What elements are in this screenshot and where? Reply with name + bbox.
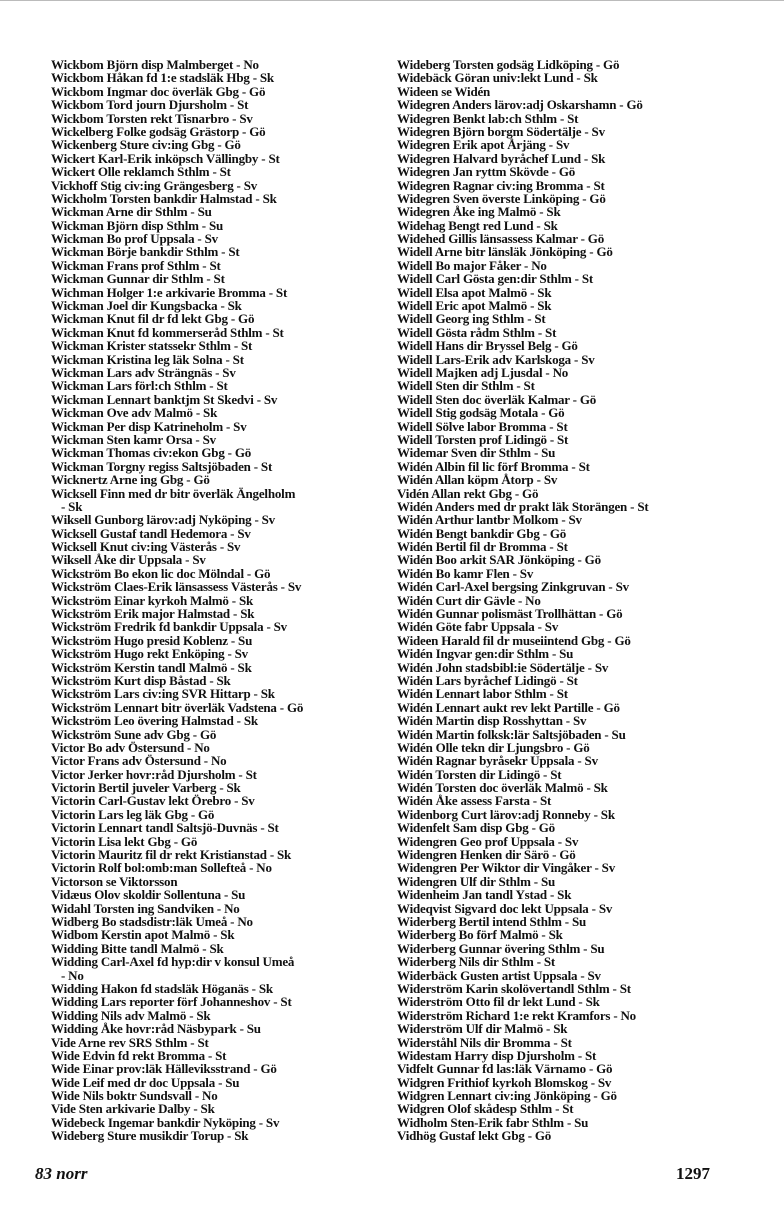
directory-entry: Widerberg Gunnar övering Sthlm - Su (397, 940, 605, 956)
directory-entry: Victor Bo adv Östersund - No (51, 739, 210, 755)
directory-entry: Widell Elsa apot Malmö - Sk (397, 284, 552, 300)
directory-entry: Widén Lennart labor Sthlm - St (397, 686, 568, 702)
directory-entry: Widell Sten dir Sthlm - St (397, 378, 535, 394)
directory-entry: Victorin Bertil juveler Varberg - Sk (51, 780, 241, 796)
directory-entry: Widding Hakon fd stadsläk Höganäs - Sk (51, 980, 273, 996)
directory-entry: Widell Arne bitr länsläk Jönköping - Gö (397, 244, 613, 260)
directory-entry: Widén Allan köpm Åtorp - Sv (397, 472, 558, 488)
directory-entry: Vide Sten arkivarie Dalby - Sk (51, 1101, 215, 1117)
directory-entry: Victorin Lisa lekt Gbg - Gö (51, 833, 198, 849)
directory-entry: Widegren Åke ing Malmö - Sk (397, 204, 561, 220)
directory-entry: Widén Ingvar gen:dir Sthlm - Su (397, 646, 574, 662)
directory-entry: - No (61, 967, 84, 983)
directory-entry: Widerberg Bo förf Malmö - Sk (397, 927, 563, 943)
directory-entry: Wickström Kurt disp Båstad - Sk (51, 672, 231, 688)
directory-entry: Widén Bertil fil dr Bromma - St (397, 539, 568, 555)
directory-entry: Wideberg Sture musikdir Torup - Sk (51, 1128, 249, 1144)
directory-entry: Wideberg Torsten godsäg Lidköping - Gö (397, 57, 620, 72)
directory-entry: Vidæus Olov skoldir Sollentuna - Su (51, 887, 246, 903)
directory-entry: Widén Arthur lantbr Molkom - Sv (397, 512, 582, 528)
directory-entry: Victorin Carl-Gustav lekt Örebro - Sv (51, 793, 255, 809)
directory-entry: Wickman Björn disp Sthlm - Su (51, 217, 224, 233)
directory-entry: Widegren Björn borgm Södertälje - Sv (397, 123, 605, 139)
directory-entry: Widgren Frithiof kyrkoh Blomskog - Sv (397, 1074, 612, 1090)
directory-entry: Wickman Knut fd kommerseråd Sthlm - St (51, 324, 284, 340)
directory-entry: Wideen Harald fil dr museiintend Gbg - Gö (397, 632, 631, 648)
scan-edge-divider (0, 0, 784, 1)
directory-entry: Widén Gunnar polismäst Trollhättan - Gö (397, 606, 623, 622)
directory-entry: Wickman Lars adv Strängnäs - Sv (51, 364, 236, 380)
directory-entry: Vide Arne rev SRS Sthlm - St (51, 1034, 209, 1050)
directory-entry: Wickert Karl-Erik inköpsch Vällingby - St (51, 150, 280, 166)
directory-entry: Wickström Lars civ:ing SVR Hittarp - Sk (51, 686, 275, 702)
directory-entry: Wiksell Gunborg lärov:adj Nyköping - Sv (51, 512, 275, 528)
directory-entry: Widegren Halvard byråchef Lund - Sk (397, 150, 606, 166)
directory-entry: Wickbom Torsten rekt Tisnarbro - Sv (51, 110, 253, 126)
directory-entry: Widenheim Jan tandl Ystad - Sk (397, 887, 572, 903)
directory-entry: Widding Åke hovr:råd Näsbypark - Su (51, 1021, 261, 1037)
directory-entry: Widehag Bengt red Lund - Sk (397, 217, 558, 233)
directory-entry: Vidfelt Gunnar fd las:läk Värnamo - Gö (397, 1061, 613, 1077)
directory-entry: Wickman Torgny regiss Saltsjöbaden - St (51, 458, 273, 474)
directory-entry: Wickman Arne dir Sthlm - Su (51, 204, 212, 220)
directory-entry: Wickström Erik major Halmstad - Sk (51, 606, 255, 622)
directory-entry: Widell Hans dir Bryssel Belg - Gö (397, 338, 578, 354)
directory-entry: Widegren Sven överste Linköping - Gö (397, 190, 606, 206)
directory-entry: Wickström Einar kyrkoh Malmö - Sk (51, 592, 254, 608)
directory-entry: Widén Ragnar byråsekr Uppsala - Sv (397, 753, 598, 769)
directory-entry: Vickhoff Stig civ:ing Grängesberg - Sv (51, 177, 258, 193)
directory-entry: Widell Gösta rådm Sthlm - St (397, 324, 557, 340)
directory-entry: Wicksell Finn med dr bitr överläk Ängelholm (51, 485, 296, 501)
directory-entry: Widerståhl Nils dir Bromma - St (397, 1034, 572, 1050)
directory-entry: Widding Carl-Axel fd hyp:dir v konsul Umeå (51, 954, 295, 970)
directory-entry: Widgren Lennart civ:ing Jönköping - Gö (397, 1088, 617, 1104)
directory-entry: Widén Lennart aukt rev lekt Partille - Gö (397, 699, 620, 715)
directory-entry: Wickström Hugo presid Koblenz - Su (51, 632, 253, 648)
directory-entry: Widén Lars byråchef Lidingö - St (397, 672, 578, 688)
directory-entry: Widén Albin fil lic förf Bromma - St (397, 458, 590, 474)
directory-entry: Wickman Bo prof Uppsala - Sv (51, 231, 218, 247)
directory-entry: Wide Einar prov:läk Hälleviksstrand - Gö (51, 1061, 277, 1077)
directory-entry: Widén Göte fabr Uppsala - Sv (397, 619, 559, 635)
directory-entry: Widberg Bo stadsdistr:läk Umeå - No (51, 914, 253, 929)
directory-entry: Widerström Karin skolövertandl Sthlm - St (397, 980, 631, 996)
directory-entry: Widén Bo kamr Flen - Sv (397, 565, 534, 581)
directory-entry: Wickström Bo ekon lic doc Mölndal - Gö (51, 565, 271, 581)
directory-entry: Wide Leif med dr doc Uppsala - Su (51, 1074, 240, 1090)
directory-entry: Widell Stig godsäg Motala - Gö (397, 405, 565, 421)
directory-entry: Widell Bo major Fåker - No (397, 257, 547, 273)
directory-entry: Wickström Sune adv Gbg - Gö (51, 726, 217, 742)
directory-entry: Wickenberg Sture civ:ing Gbg - Gö (51, 137, 241, 153)
directory-entry: Widell Georg ing Sthlm - St (397, 311, 546, 327)
directory-entry: Wickman Knut fil dr fd lekt Gbg - Gö (51, 311, 255, 327)
directory-entry: Victor Jerker hovr:råd Djursholm - St (51, 766, 257, 782)
directory-entry: Wickström Fredrik fd bankdir Uppsala - Sv (51, 619, 287, 635)
directory-entry: Widegren Erik apot Årjäng - Sv (397, 137, 570, 153)
directory-entry: Widahl Torsten ing Sandviken - No (51, 900, 240, 916)
directory-entry: Wicksell Gustaf tandl Hedemora - Sv (51, 525, 251, 541)
directory-entry: Widell Sölve labor Bromma - St (397, 418, 568, 434)
directory-entry: Widerberg Nils dir Sthlm - St (397, 954, 556, 970)
directory-entry: Widholm Sten-Erik fabr Sthlm - Su (397, 1114, 589, 1130)
directory-entry: Widell Carl Gösta gen:dir Sthlm - St (397, 271, 593, 287)
right-column (397, 58, 747, 1143)
directory-entry: Widén Åke assess Farsta - St (397, 793, 552, 809)
directory-entry: Widén Torsten dir Lidingö - St (397, 766, 562, 782)
directory-entry: Widenborg Curt lärov:adj Ronneby - Sk (397, 806, 615, 822)
directory-entry: Widén John stadsbibl:ie Södertälje - Sv (397, 659, 609, 675)
directory-entry: Wickbom Tord journ Djursholm - St (51, 97, 249, 113)
directory-entry: Widengren Per Wiktor dir Vingåker - Sv (397, 860, 616, 876)
directory-entry: Widerström Otto fil dr lekt Lund - Sk (397, 994, 600, 1010)
directory-entry: Wickman Frans prof Sthlm - St (51, 257, 221, 273)
directory-entry: Wickman Lars förl:ch Sthlm - St (51, 378, 228, 394)
directory-entry: Victorin Lennart tandl Saltsjö-Duvnäs - St (51, 820, 279, 836)
directory-entry: Widell Lars-Erik adv Karlskoga - Sv (397, 351, 595, 367)
directory-entry: Wideen se Widén (397, 83, 491, 99)
directory-entry: Wickman Sten kamr Orsa - Sv (51, 431, 216, 447)
directory-entry: Wickman Per disp Katrineholm - Sv (51, 418, 247, 434)
directory-entry: Wickbom Håkan fd 1:e stadsläk Hbg - Sk (51, 70, 274, 86)
left-column (51, 58, 371, 1143)
directory-entry: Widerström Richard 1:e rekt Kramfors - No (397, 1007, 636, 1023)
directory-entry: Widegren Jan ryttm Skövde - Gö (397, 164, 576, 180)
directory-entry: Widengren Ulf dir Sthlm - Su (397, 873, 556, 889)
directory-entry: Wickström Hugo rekt Enköping - Sv (51, 646, 248, 662)
directory-entry: Wide Nils boktr Sundsvall - No (51, 1088, 218, 1104)
directory-entry: Widgren Olof skådesp Sthlm - St (397, 1101, 574, 1117)
directory-entry: Vidhög Gustaf lekt Gbg - Gö (397, 1128, 552, 1144)
directory-entry: Widding Nils adv Malmö - Sk (51, 1007, 211, 1023)
directory-entry: Widell Eric apot Malmö - Sk (397, 298, 552, 314)
directory-entry: Widebäck Göran univ:lekt Lund - Sk (397, 70, 598, 86)
directory-entry: Wickman Kristina leg läk Solna - St (51, 351, 244, 367)
directory-entry: Victorson se Viktorsson (51, 873, 178, 889)
directory-entry: Widemar Sven dir Sthlm - Su (397, 445, 556, 461)
directory-entry: Widén Curt dir Gävle - No (397, 592, 541, 608)
directory-entry: Widén Torsten doc överläk Malmö - Sk (397, 780, 608, 796)
directory-entry: Wickbom Ingmar doc överläk Gbg - Gö (51, 83, 266, 99)
directory-entry: Widén Anders med dr prakt läk Storängen - St (397, 498, 649, 514)
directory-entry: Wickström Claes-Erik länsassess Västerås - Sv (51, 579, 302, 595)
directory-entry: Wickman Krister statssekr Sthlm - St (51, 338, 253, 354)
directory-entry: Wickholm Torsten bankdir Halmstad - Sk (51, 190, 277, 206)
directory-entry: Wickman Thomas civ:ekon Gbg - Gö (51, 445, 252, 461)
directory-entry: Wickström Lennart bitr överläk Vadstena - Gö (51, 699, 304, 715)
directory-entry: Widell Torsten prof Lidingö - St (397, 431, 569, 447)
directory-entry: Wide Edvin fd rekt Bromma - St (51, 1047, 227, 1063)
directory-entry: - Sk (61, 498, 83, 514)
directory-entry: Widebeck Ingemar bankdir Nyköping - Sv (51, 1114, 280, 1130)
directory-entry: Wideqvist Sigvard doc lekt Uppsala - Sv (397, 900, 613, 916)
directory-entry: Wichman Holger 1:e arkivarie Bromma - St (51, 284, 288, 300)
directory-entry: Widehed Gillis länsassess Kalmar - Gö (397, 231, 605, 247)
directory-entry: Wicknertz Arne ing Gbg - Gö (51, 472, 210, 488)
directory-entry: Widell Majken adj Ljusdal - No (397, 364, 569, 380)
directory-entry: Wickström Leo övering Halmstad - Sk (51, 713, 258, 729)
directory-entry: Wickbom Björn disp Malmberget - No (51, 57, 259, 72)
directory-entry: Widding Bitte tandl Malmö - Sk (51, 940, 224, 956)
directory-entry: Wickman Lennart banktjm St Skedvi - Sv (51, 391, 278, 407)
directory-entry: Wickman Joel dir Kungsbacka - Sk (51, 298, 242, 314)
directory-entry: Widén Carl-Axel bergsing Zinkgruvan - Sv (397, 579, 629, 595)
directory-entry: Wiksell Åke dir Uppsala - Sv (51, 552, 206, 568)
page-number: 1297 (676, 1164, 710, 1183)
directory-entry: Victor Frans adv Östersund - No (51, 753, 227, 769)
section-label: 83 norr (35, 1164, 88, 1183)
directory-entry: Widerberg Bertil intend Sthlm - Su (397, 914, 587, 929)
directory-entry: Widén Olle tekn dir Ljungsbro - Gö (397, 739, 590, 755)
directory-entry: Widenfelt Sam disp Gbg - Gö (397, 820, 555, 836)
directory-entry: Wickström Kerstin tandl Malmö - Sk (51, 659, 252, 675)
directory-entry: Widerström Ulf dir Malmö - Sk (397, 1021, 568, 1037)
directory-entry: Widerbäck Gusten artist Uppsala - Sv (397, 967, 601, 983)
directory-entry: Widegren Benkt lab:ch Sthlm - St (397, 110, 579, 126)
directory-entry: Wicksell Knut civ:ing Västerås - Sv (51, 539, 241, 555)
directory-entry: Vidén Allan rekt Gbg - Gö (397, 485, 539, 501)
directory-entry: Widding Lars reporter förf Johanneshov - St (51, 994, 292, 1010)
directory-entry: Widén Martin folksk:lär Saltsjöbaden - Su (397, 726, 626, 742)
directory-entry: Victorin Mauritz fil dr rekt Kristianstad - Sk (51, 847, 292, 863)
directory-entry: Widengren Geo prof Uppsala - Sv (397, 833, 579, 849)
directory-entry: Widestam Harry disp Djursholm - St (397, 1047, 597, 1063)
directory-entry: Wickman Börje bankdir Sthlm - St (51, 244, 240, 260)
directory-entry: Widbom Kerstin apot Malmö - Sk (51, 927, 235, 943)
directory-entry: Wickelberg Folke godsäg Grästorp - Gö (51, 123, 266, 139)
directory-entry: Wickman Gunnar dir Sthlm - St (51, 271, 225, 287)
directory-entry: Wickert Olle reklamch Sthlm - St (51, 164, 231, 180)
directory-entry: Widén Martin disp Rosshyttan - Sv (397, 713, 587, 729)
directory-entry: Victorin Rolf bol:omb:man Sollefteå - No (51, 860, 272, 876)
directory-entry: Wickman Ove adv Malmö - Sk (51, 405, 218, 421)
directory-entry: Widegren Anders lärov:adj Oskarshamn - Gö (397, 97, 643, 113)
directory-entry: Widén Bengt bankdir Gbg - Gö (397, 525, 567, 541)
directory-entry: Widegren Ragnar civ:ing Bromma - St (397, 177, 605, 193)
directory-entry: Victorin Lars leg läk Gbg - Gö (51, 806, 215, 822)
directory-entry: Widell Sten doc överläk Kalmar - Gö (397, 391, 597, 407)
directory-entry: Widengren Henken dir Särö - Gö (397, 847, 576, 863)
directory-entry: Widén Boo arkit SAR Jönköping - Gö (397, 552, 601, 568)
